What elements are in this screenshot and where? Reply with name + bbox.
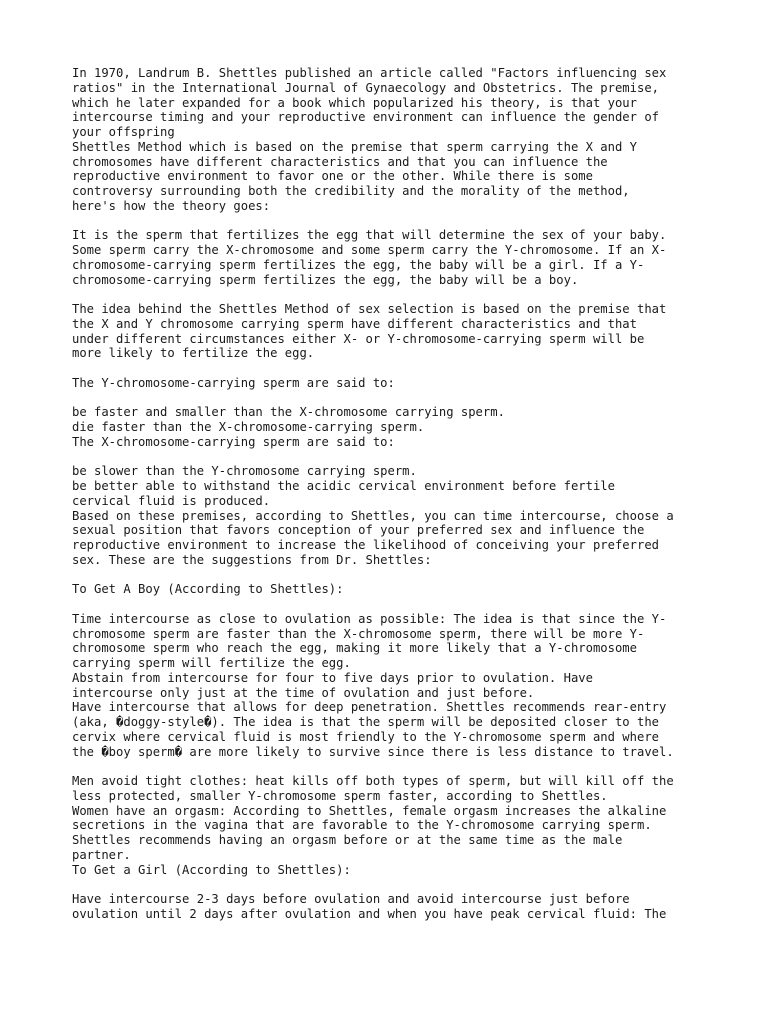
text-line: To Get a Girl (According to Shettles): — [72, 862, 351, 877]
text-line: Men avoid tight clothes: heat kills off both types of sperm, but will kill off the — [72, 774, 674, 788]
text-line: your offspring — [72, 125, 175, 139]
paragraph — [72, 376, 712, 391]
text-line: Shettles recommends having an orgasm before or at the same time as the male — [72, 833, 623, 847]
text-line: chromosomes have different characteristics and that you can influence the — [72, 154, 608, 169]
paragraph-gap — [72, 877, 712, 892]
text-line: reproductive environment to increase the likelihood of conceiving your preferred — [72, 538, 659, 552]
text-line: chromosome-carrying sperm fertilizes the egg, the baby will be a girl. If a Y- — [72, 257, 645, 272]
text-line: intercourse timing and your reproductive environment can influence the gender of — [72, 110, 659, 125]
text-line: the X and Y chromosome carrying sperm have different characteristics and that — [72, 316, 637, 331]
text-line: sex. These are the suggestions from Dr. Shettles: — [72, 552, 432, 567]
text-line: which he later expanded for a book which popularized his theory, is that your — [72, 95, 637, 110]
text-line: sexual position that favors conception of your preferred sex and influence the — [72, 523, 645, 538]
paragraph-gap — [72, 287, 712, 302]
text-line: To Get A Boy (According to Shettles): — [72, 582, 344, 597]
text-line: more likely to fertilize the egg. — [72, 346, 315, 361]
paragraph — [72, 892, 712, 922]
paragraph-gap — [72, 214, 712, 229]
text-line: cervix where cervical fluid is most friendly to the Y-chromosome sperm and where — [72, 729, 659, 744]
text-line: partner. — [72, 847, 131, 862]
text-line: Some sperm carry the X-chromosome and some sperm carry the Y-chromosome. If an X- — [72, 243, 667, 257]
text-line: intercourse only just at the time of ovulation and just before. — [72, 685, 535, 700]
text-line: chromosome sperm are faster than the X-chromosome sperm, there will be more Y- — [72, 626, 645, 641]
text-line: reproductive environment to favor one or the other. While there is some — [72, 169, 593, 184]
paragraph-gap — [72, 568, 712, 583]
text-line: It is the sperm that fertilizes the egg that will determine the sex of your baby. — [72, 228, 667, 243]
document-body — [72, 66, 712, 922]
text-line: In 1970, Landrum B. Shettles published an article called "Factors influencing sex — [72, 66, 667, 80]
paragraph-gap — [72, 450, 712, 465]
text-line: Have intercourse 2-3 days before ovulation and avoid intercourse just before — [72, 892, 630, 906]
paragraph — [72, 66, 712, 214]
text-line: be better able to withstand the acidic cervical environment before fertile — [72, 479, 615, 493]
text-line: here's how the theory goes: — [72, 198, 271, 213]
paragraph — [72, 774, 712, 877]
text-line: chromosome-carrying sperm fertilizes the egg, the baby will be a boy. — [72, 272, 579, 287]
paragraph-gap — [72, 597, 712, 612]
text-line: carrying sperm will fertilize the egg. — [72, 656, 351, 670]
text-line: less protected, smaller Y-chromosome sperm faster, according to Shettles. — [72, 788, 608, 803]
text-line: Time intercourse as close to ovulation as possible: The idea is that since the Y- — [72, 611, 667, 626]
paragraph-gap — [72, 759, 712, 774]
text-line: cervical fluid is produced. — [72, 493, 271, 508]
text-line: chromosome sperm who reach the egg, making it more likely that a Y-chromosome — [72, 641, 637, 656]
text-line: Based on these premises, according to Shettles, you can time intercourse, choose a — [72, 508, 674, 523]
text-line: be slower than the Y-chromosome carrying sperm. — [72, 464, 417, 479]
text-line: ratios" in the International Journal of Gynaecology and Obstetrics. The premise, — [72, 80, 659, 95]
text-line: under different circumstances either X- or Y-chromosome-carrying sperm will be — [72, 331, 645, 346]
paragraph-gap — [72, 361, 712, 376]
text-line: Abstain from intercourse for four to five days prior to ovulation. Have — [72, 670, 593, 685]
paragraph — [72, 464, 712, 567]
text-line: (aka, �doggy-style�). The idea is that the sperm will be deposited closer to the — [72, 715, 659, 729]
text-line: be faster and smaller than the X-chromosome carrying sperm. — [72, 405, 505, 420]
text-line: die faster than the X-chromosome-carrying sperm. — [72, 420, 425, 434]
text-line: secretions in the vagina that are favorable to the Y-chromosome carrying sperm. — [72, 818, 652, 833]
text-line: The X-chromosome-carrying sperm are said to: — [72, 434, 395, 449]
text-line: controversy surrounding both the credibility and the morality of the method, — [72, 184, 630, 198]
text-line: The Y-chromosome-carrying sperm are said to: — [72, 375, 395, 390]
paragraph-gap — [72, 391, 712, 406]
text-line: Have intercourse that allows for deep penetration. Shettles recommends rear-entry — [72, 700, 667, 715]
text-line: ovulation until 2 days after ovulation and when you have peak cervical fluid: The — [72, 906, 667, 921]
text-line: The idea behind the Shettles Method of sex selection is based on the premise that — [72, 302, 667, 316]
paragraph — [72, 582, 712, 597]
paragraph — [72, 405, 712, 449]
paragraph — [72, 302, 712, 361]
text-line: Women have an orgasm: According to Shettles, female orgasm increases the alkaline — [72, 803, 667, 818]
text-line: the �boy sperm� are more likely to survive since there is less distance to travel. — [72, 744, 674, 759]
text-line: Shettles Method which is based on the premise that sperm carrying the X and Y — [72, 139, 637, 154]
paragraph — [72, 612, 712, 760]
paragraph — [72, 228, 712, 287]
